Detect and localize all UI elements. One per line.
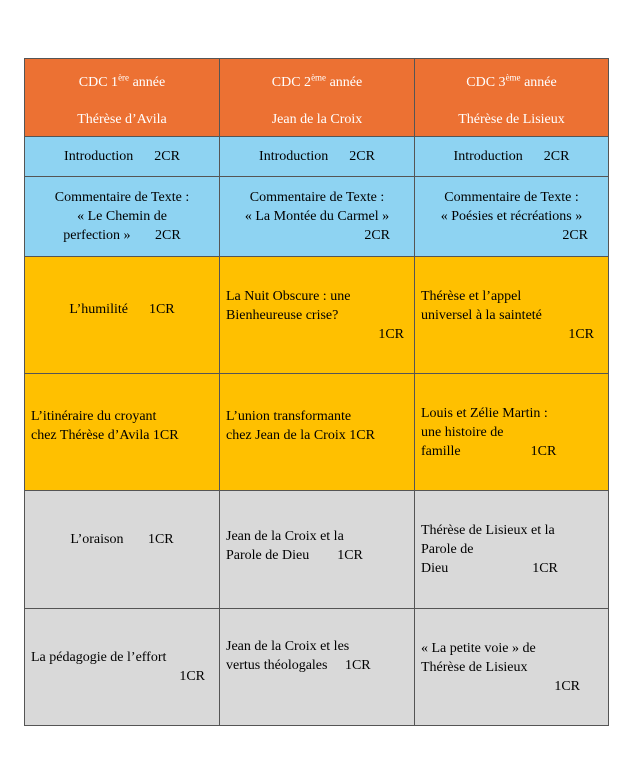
course-text: « Poésies et récréations »: [440, 209, 583, 224]
course-text: Commentaire de Texte :: [54, 190, 190, 205]
course-text: Thérèse de Lisieux et la: [421, 523, 555, 538]
course-text: chez Thérèse d’Avila 1CR: [31, 428, 179, 443]
table-row: [25, 137, 609, 177]
course-text: Commentaire de Texte :: [249, 190, 385, 205]
credit-text: 1CR: [179, 669, 205, 684]
course-text: une histoire de: [421, 424, 504, 440]
course-cell: [25, 177, 220, 257]
course-cell: [220, 257, 415, 374]
table-row: [25, 374, 609, 491]
credit-text: 2CR: [562, 228, 588, 243]
course-text: Commentaire de Texte :: [444, 190, 579, 205]
course-cell: [220, 609, 415, 726]
table-row: [25, 257, 609, 374]
course-cell: [220, 137, 415, 177]
course-cell: [25, 374, 220, 491]
course-text: « Le Chemin de: [77, 209, 167, 224]
course-cell: [415, 609, 609, 726]
course-text: Introduction 2CR: [64, 149, 180, 164]
course-text: perfection » 2CR: [63, 228, 181, 243]
year-label: CDC 3ème année: [466, 72, 557, 91]
year-label: CDC 2ème année: [271, 72, 363, 91]
course-text: « La Montée du Carmel »: [244, 209, 390, 224]
credit-text: 1CR: [378, 326, 404, 342]
course-cell: [415, 491, 609, 609]
course-text: Parole de Dieu 1CR: [226, 547, 363, 563]
credit-text: 1CR: [568, 326, 594, 342]
credit-text: 2CR: [364, 228, 390, 243]
course-text: chez Jean de la Croix 1CR: [226, 428, 375, 443]
year-label: CDC 1ère année: [78, 72, 166, 91]
course-text: « La petite voie » de: [421, 640, 536, 656]
course-text: Bienheureuse crise?: [226, 307, 339, 323]
year-person: Thérèse d’Avila: [77, 112, 167, 128]
table-row: [25, 177, 609, 257]
course-text: L’oraison 1CR: [70, 532, 174, 547]
course-text: vertus théologales 1CR: [226, 658, 371, 673]
table-row: [25, 491, 609, 609]
course-text: L’union transformante: [226, 409, 352, 424]
course-text: Introduction 2CR: [453, 149, 570, 164]
credit-text: 1CR: [554, 678, 580, 694]
course-text: Dieu 1CR: [421, 561, 558, 576]
course-text: Thérèse et l’appel: [421, 288, 522, 304]
course-text: La Nuit Obscure : une: [226, 288, 351, 304]
course-text: Jean de la Croix et les: [226, 639, 350, 654]
header-cell-year-1: [25, 59, 220, 137]
course-text: Thérèse de Lisieux: [421, 659, 528, 675]
course-text: Jean de la Croix et la: [226, 528, 344, 544]
course-text: Introduction 2CR: [259, 149, 375, 164]
course-text: universel à la sainteté: [421, 307, 542, 323]
course-text: famille 1CR: [421, 443, 557, 459]
course-text: L’humilité 1CR: [69, 301, 175, 317]
course-cell: [415, 374, 609, 491]
header-row: [25, 59, 609, 137]
course-cell: [415, 137, 609, 177]
course-cell: [220, 374, 415, 491]
course-text: Louis et Zélie Martin :: [421, 405, 548, 421]
course-cell: [25, 257, 220, 374]
course-cell: [25, 609, 220, 726]
course-cell: [415, 257, 609, 374]
header-cell-year-3: [415, 59, 609, 137]
course-cell: [415, 177, 609, 257]
curriculum-table: [24, 58, 609, 726]
header-cell-year-2: [220, 59, 415, 137]
course-text: La pédagogie de l’effort: [31, 650, 167, 665]
course-cell: [220, 177, 415, 257]
table-row: [25, 609, 609, 726]
course-cell: [25, 137, 220, 177]
course-cell: [220, 491, 415, 609]
course-cell: [25, 491, 220, 609]
year-person: Jean de la Croix: [271, 112, 363, 128]
year-person: Thérèse de Lisieux: [458, 112, 565, 128]
course-text: L’itinéraire du croyant: [31, 409, 157, 424]
course-text: Parole de: [421, 542, 474, 557]
